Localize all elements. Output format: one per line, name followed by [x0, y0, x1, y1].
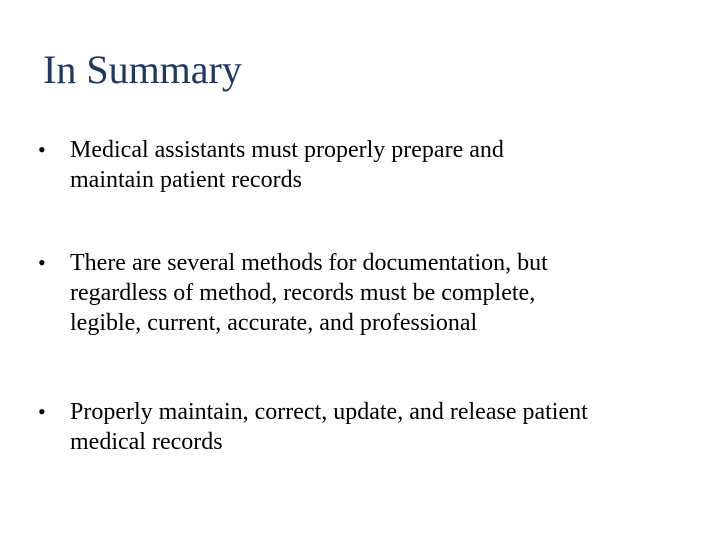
bullet-line: There are several methods for documentation, but	[70, 250, 548, 276]
bullet-text	[70, 135, 710, 195]
slide-title: In Summary	[43, 47, 242, 92]
bullet-icon: •	[38, 137, 46, 162]
bullet-line: medical records	[70, 429, 223, 455]
bullet-line: Properly maintain, correct, update, and release patient	[70, 399, 588, 425]
bullet-line: maintain patient records	[70, 167, 302, 193]
bullet-text	[70, 397, 710, 457]
bullet-line: regardless of method, records must be complete,	[70, 280, 536, 306]
bullet-line: legible, current, accurate, and professional	[70, 310, 478, 336]
bullet-icon: •	[38, 250, 46, 275]
bullet-icon: •	[38, 399, 46, 424]
bullet-line: Medical assistants must properly prepare and	[70, 137, 504, 163]
bullet-text	[70, 248, 710, 338]
